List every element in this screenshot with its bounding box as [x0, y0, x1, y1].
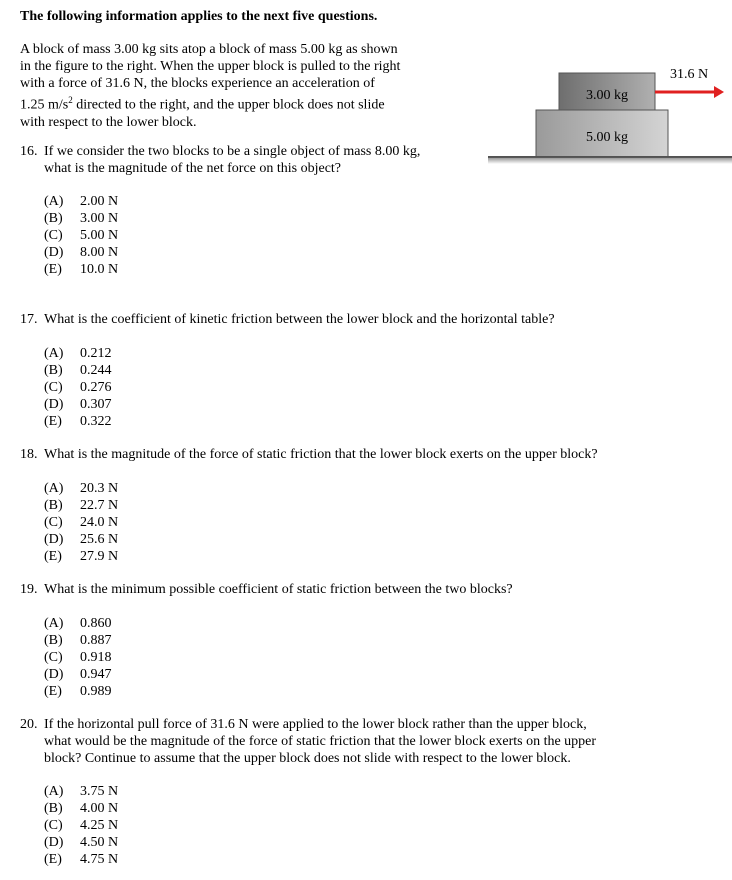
answer-option[interactable]: (C) 0.276 — [44, 380, 112, 395]
answer-option[interactable]: (D) 0.947 — [44, 667, 112, 682]
answer-option[interactable]: (D) 4.50 N — [44, 835, 119, 850]
answer-option[interactable]: (E) 4.75 N — [44, 852, 119, 867]
question-number: 17. — [20, 312, 38, 327]
upper-mass-label: 3.00 kg — [586, 88, 628, 103]
options-18 — [44, 480, 118, 565]
answer-option[interactable]: (C) 0.918 — [44, 650, 112, 665]
answer-option[interactable]: (D) 8.00 N — [44, 245, 119, 260]
answer-option[interactable]: (B) 4.00 N — [44, 801, 119, 816]
question-20 — [20, 716, 596, 767]
intro-paragraph — [20, 41, 440, 131]
section-heading: The following information applies to the next five questions. — [20, 9, 378, 24]
answer-option[interactable]: (D) 0.307 — [44, 397, 112, 412]
answer-option[interactable]: (B) 0.887 — [44, 633, 112, 648]
question-text: What is the minimum possible coefficient of static friction between the two blocks? — [44, 582, 513, 597]
question-text: what is the magnitude of the net force on this object? — [44, 161, 342, 176]
force-arrow-head — [714, 86, 724, 98]
options-20 — [44, 783, 118, 868]
question-16 — [20, 143, 420, 177]
intro-line: with a force of 31.6 N, the blocks experience an acceleration of — [20, 76, 375, 91]
intro-line: with respect to the lower block. — [20, 114, 197, 130]
answer-option[interactable]: (A) 3.75 N — [44, 784, 119, 799]
question-18 — [20, 446, 598, 463]
answer-option[interactable]: (E) 0.322 — [44, 414, 112, 429]
question-text: What is the coefficient of kinetic friction between the lower block and the horizontal table? — [44, 312, 555, 327]
lower-mass-label: 5.00 kg — [586, 130, 628, 145]
options-17 — [44, 345, 112, 430]
question-text: If the horizontal pull force of 31.6 N were applied to the lower block rather than the upper block, — [44, 717, 587, 732]
question-number: 20. — [20, 717, 38, 732]
question-text: If we consider the two blocks to be a single object of mass 8.00 kg, — [44, 144, 421, 159]
options-16 — [44, 193, 118, 278]
question-text: What is the magnitude of the force of static friction that the lower block exerts on the upper block? — [44, 447, 598, 462]
answer-option[interactable]: (E) 10.0 N — [44, 262, 119, 277]
answer-option[interactable]: (B) 0.244 — [44, 363, 112, 378]
question-number: 16. — [20, 144, 38, 159]
question-text: block? Continue to assume that the upper block does not slide with respect to the lower block. — [44, 751, 571, 766]
question-number: 19. — [20, 582, 38, 597]
intro-line: A block of mass 3.00 kg sits atop a block of mass 5.00 kg as shown — [20, 42, 398, 57]
answer-option[interactable]: (A) 20.3 N — [44, 481, 119, 496]
answer-option[interactable]: (E) 27.9 N — [44, 549, 119, 564]
question-19 — [20, 581, 513, 598]
answer-option[interactable]: (E) 0.989 — [44, 684, 112, 699]
answer-option[interactable]: (A) 2.00 N — [44, 194, 119, 209]
answer-option[interactable]: (C) 5.00 N — [44, 228, 119, 243]
answer-option[interactable]: (A) 0.212 — [44, 346, 112, 361]
question-17 — [20, 311, 555, 328]
blocks-figure — [488, 60, 732, 170]
answer-option[interactable]: (B) 3.00 N — [44, 211, 119, 226]
intro-line: in the figure to the right. When the upper block is pulled to the right — [20, 59, 401, 74]
force-label: 31.6 N — [670, 67, 709, 82]
question-text: what would be the magnitude of the force of static friction that the lower block exerts on the upper — [44, 734, 597, 749]
answer-option[interactable]: (C) 24.0 N — [44, 515, 119, 530]
intro-line: 1.25 $m/s^2$ directed to the right, and the upper block does not slide — [20, 95, 385, 113]
answer-option[interactable]: (B) 22.7 N — [44, 498, 119, 513]
question-number: 18. — [20, 447, 38, 462]
answer-option[interactable]: (D) 25.6 N — [44, 532, 119, 547]
answer-option[interactable]: (C) 4.25 N — [44, 818, 119, 833]
options-19 — [44, 615, 112, 700]
answer-option[interactable]: (A) 0.860 — [44, 616, 112, 631]
